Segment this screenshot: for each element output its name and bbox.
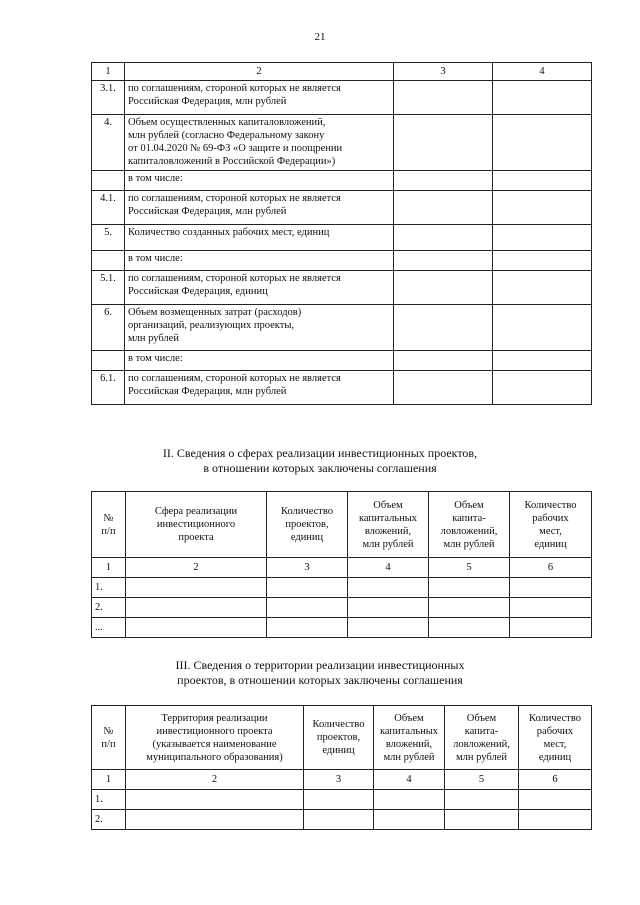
- indicators-table: [91, 62, 592, 405]
- value-cell[interactable]: [445, 790, 519, 810]
- row-label-line: от 01.04.2020 № 69-ФЗ «О защите и поощрении: [128, 143, 343, 154]
- row-number: 6.1.: [92, 371, 125, 405]
- row-label-line: Российская Федерация, млн рублей: [128, 96, 287, 107]
- header-cell: [519, 706, 592, 770]
- value-cell[interactable]: [126, 618, 267, 638]
- header-line: инвестиционного проекта: [156, 725, 273, 737]
- header-cell: [429, 492, 510, 558]
- spheres-table: [91, 491, 592, 638]
- row-number: 1.: [92, 790, 126, 810]
- row-number: 4.: [92, 115, 125, 171]
- row-number: 4.1.: [92, 191, 125, 225]
- row-label-line: по соглашениям, стороной которых не является: [128, 193, 341, 204]
- value-cell[interactable]: [304, 810, 374, 830]
- header-line: вложений,: [385, 738, 433, 750]
- value-cell[interactable]: [394, 225, 493, 251]
- row-label-line: капиталовложений в Российской Федерации»): [128, 156, 336, 167]
- column-number: 5: [429, 558, 510, 578]
- row-label: [125, 225, 394, 251]
- value-cell[interactable]: [445, 810, 519, 830]
- row-label-line: Объем возмещенных затрат (расходов): [128, 307, 302, 318]
- header-line: Объем: [466, 712, 497, 724]
- row-label-line: по соглашениям, стороной которых не является: [128, 273, 341, 284]
- header-cell: [267, 492, 348, 558]
- header-line: проектов,: [285, 519, 329, 530]
- header-line: единиц: [290, 532, 324, 543]
- column-number: 2: [126, 558, 267, 578]
- value-cell[interactable]: [126, 810, 304, 830]
- value-cell[interactable]: [493, 371, 592, 405]
- table-header-row: [92, 706, 592, 770]
- row-label: [125, 371, 394, 405]
- row-label-line: в том числе:: [128, 253, 183, 264]
- row-number: [92, 351, 125, 371]
- value-cell[interactable]: [493, 351, 592, 371]
- header-cell: 1: [92, 63, 125, 81]
- value-cell[interactable]: [519, 790, 592, 810]
- row-label-line: млн рублей: [128, 333, 179, 344]
- column-number: 5: [445, 770, 519, 790]
- header-line: мест,: [543, 738, 567, 750]
- header-cell: [126, 706, 304, 770]
- header-line: млн рублей: [362, 538, 414, 550]
- header-line: Количество: [528, 712, 582, 724]
- header-line: Сфера реализации: [154, 506, 238, 517]
- header-line: Количество: [312, 719, 365, 730]
- table-row: [92, 618, 592, 638]
- value-cell[interactable]: [374, 790, 445, 810]
- header-line: (указывается наименование: [152, 738, 277, 750]
- value-cell[interactable]: [394, 351, 493, 371]
- row-label: [125, 191, 394, 225]
- header-line: проектов,: [316, 732, 361, 743]
- header-cell: [92, 492, 126, 558]
- header-line: №: [103, 512, 114, 524]
- column-number: 6: [519, 770, 592, 790]
- value-cell[interactable]: [493, 271, 592, 305]
- column-number-row: [92, 558, 592, 578]
- row-number: 5.1.: [92, 271, 125, 305]
- header-line: Объем: [454, 499, 484, 511]
- value-cell[interactable]: [394, 191, 493, 225]
- table-row: [92, 81, 592, 115]
- territory-table-body: [92, 706, 592, 830]
- column-number: 6: [510, 558, 592, 578]
- value-cell[interactable]: [394, 371, 493, 405]
- row-number: 3.1.: [92, 81, 125, 115]
- row-number: 2.: [92, 810, 126, 830]
- table-row: [92, 351, 592, 371]
- column-number-row: [92, 770, 592, 790]
- table-row: [92, 171, 592, 191]
- table-row: [92, 371, 592, 405]
- value-cell[interactable]: [429, 618, 510, 638]
- value-cell[interactable]: [126, 578, 267, 598]
- column-number: 1: [92, 558, 126, 578]
- value-cell[interactable]: [348, 618, 429, 638]
- indicators-table-body: [92, 63, 592, 405]
- value-cell[interactable]: [493, 191, 592, 225]
- row-number: [92, 171, 125, 191]
- header-cell: [510, 492, 592, 558]
- table-row: [92, 598, 592, 618]
- header-line: проекта: [178, 532, 214, 543]
- header-line: Количество: [524, 499, 577, 511]
- table-row: [92, 578, 592, 598]
- header-line: рабочих: [532, 512, 569, 524]
- header-cell: [374, 706, 445, 770]
- row-label-line: млн рублей (согласно Федеральному закону: [128, 130, 325, 141]
- header-line: инвестиционного: [156, 519, 236, 530]
- row-number: 6.: [92, 305, 125, 351]
- header-line: капита-: [452, 512, 486, 524]
- table-row: [92, 251, 592, 271]
- value-cell[interactable]: [394, 81, 493, 115]
- row-label-line: по соглашениям, стороной которых не является: [128, 83, 341, 94]
- header-line: ловложений,: [440, 525, 498, 537]
- header-line: Объем: [373, 499, 403, 511]
- header-line: капитальных: [358, 512, 418, 524]
- value-cell[interactable]: [348, 578, 429, 598]
- value-cell[interactable]: [394, 171, 493, 191]
- value-cell[interactable]: [429, 598, 510, 618]
- header-line: муниципального образования): [146, 751, 283, 763]
- title-line: в отношении которых заключены соглашения: [203, 461, 437, 475]
- header-line: единиц: [534, 538, 567, 550]
- header-line: №: [103, 725, 114, 737]
- value-cell[interactable]: [394, 305, 493, 351]
- value-cell[interactable]: [510, 618, 592, 638]
- value-cell[interactable]: [429, 578, 510, 598]
- value-cell[interactable]: [267, 598, 348, 618]
- header-line: капита-: [464, 725, 499, 737]
- row-label-line: Российская Федерация, млн рублей: [128, 206, 287, 217]
- header-line: Территория реализации: [161, 712, 268, 724]
- territory-table: [91, 705, 592, 830]
- header-line: рабочих: [536, 725, 574, 737]
- row-label-line: Количество созданных рабочих мест, единиц: [128, 227, 330, 238]
- value-cell[interactable]: [374, 810, 445, 830]
- column-number: 3: [267, 558, 348, 578]
- row-label: [125, 115, 394, 171]
- header-line: единиц: [538, 751, 572, 763]
- header-cell: 4: [493, 63, 592, 81]
- header-cell: 3: [394, 63, 493, 81]
- table-row: [92, 271, 592, 305]
- row-label-line: Российская Федерация, единиц: [128, 286, 268, 297]
- value-cell[interactable]: [510, 578, 592, 598]
- value-cell[interactable]: [304, 790, 374, 810]
- column-number: 2: [126, 770, 304, 790]
- title-line: III. Сведения о территории реализации инвестиционных: [175, 658, 465, 672]
- column-number: 3: [304, 770, 374, 790]
- value-cell[interactable]: [519, 810, 592, 830]
- header-line: ловложений,: [453, 738, 510, 750]
- row-number: [92, 251, 125, 271]
- table-row: [92, 191, 592, 225]
- value-cell[interactable]: [493, 225, 592, 251]
- header-line: млн рублей: [383, 751, 435, 763]
- row-label-line: по соглашениям, стороной которых не является: [128, 373, 341, 384]
- column-number: 4: [374, 770, 445, 790]
- value-cell[interactable]: [267, 618, 348, 638]
- header-cell: 2: [125, 63, 394, 81]
- row-label-line: в том числе:: [128, 353, 183, 364]
- table-row: [92, 305, 592, 351]
- value-cell[interactable]: [493, 115, 592, 171]
- row-label: [125, 171, 394, 191]
- header-cell: [304, 706, 374, 770]
- value-cell[interactable]: [493, 171, 592, 191]
- header-cell: [126, 492, 267, 558]
- value-cell[interactable]: [493, 251, 592, 271]
- value-cell[interactable]: [493, 81, 592, 115]
- title-line: проектов, в отношении которых заключены соглашения: [177, 673, 463, 687]
- value-cell[interactable]: [348, 598, 429, 618]
- table-header-row: [92, 63, 592, 81]
- header-line: млн рублей: [443, 538, 495, 550]
- row-label: [125, 271, 394, 305]
- header-line: капитальных: [379, 725, 439, 737]
- header-line: п/п: [101, 525, 116, 537]
- header-cell: [92, 706, 126, 770]
- header-line: Объем: [394, 712, 424, 724]
- value-cell[interactable]: [126, 598, 267, 618]
- section-3-title: [0, 658, 640, 688]
- row-label-line: в том числе:: [128, 173, 183, 184]
- value-cell[interactable]: [394, 271, 493, 305]
- value-cell[interactable]: [126, 790, 304, 810]
- table-row: [92, 115, 592, 171]
- row-number: ...: [92, 618, 126, 638]
- row-label-line: организаций, реализующих проекты,: [128, 320, 295, 331]
- table-row: [92, 225, 592, 251]
- value-cell[interactable]: [510, 598, 592, 618]
- value-cell[interactable]: [394, 251, 493, 271]
- header-line: п/п: [101, 738, 116, 750]
- table-row: [92, 810, 592, 830]
- header-line: единиц: [322, 745, 355, 756]
- value-cell[interactable]: [394, 115, 493, 171]
- row-label-line: Российская Федерация, млн рублей: [128, 386, 287, 397]
- value-cell[interactable]: [493, 305, 592, 351]
- table-row: [92, 790, 592, 810]
- row-number: 1.: [92, 578, 126, 598]
- row-label-line: Объем осуществленных капиталовложений,: [128, 117, 326, 128]
- page-number: 21: [314, 31, 326, 43]
- table-header-row: [92, 492, 592, 558]
- title-line: II. Сведения о сферах реализации инвестиционных проектов,: [162, 446, 478, 460]
- column-number: 1: [92, 770, 126, 790]
- section-2-title: [0, 446, 640, 476]
- header-line: мест,: [539, 525, 562, 537]
- header-line: Количество: [280, 506, 334, 517]
- row-number: 2.: [92, 598, 126, 618]
- row-label: [125, 305, 394, 351]
- row-label: [125, 81, 394, 115]
- header-cell: [348, 492, 429, 558]
- header-cell: [445, 706, 519, 770]
- column-number: 4: [348, 558, 429, 578]
- value-cell[interactable]: [267, 578, 348, 598]
- header-line: млн рублей: [456, 751, 507, 763]
- row-number: 5.: [92, 225, 125, 251]
- spheres-table-body: [92, 492, 592, 638]
- row-label: [125, 251, 394, 271]
- header-line: вложений,: [364, 525, 412, 537]
- row-label: [125, 351, 394, 371]
